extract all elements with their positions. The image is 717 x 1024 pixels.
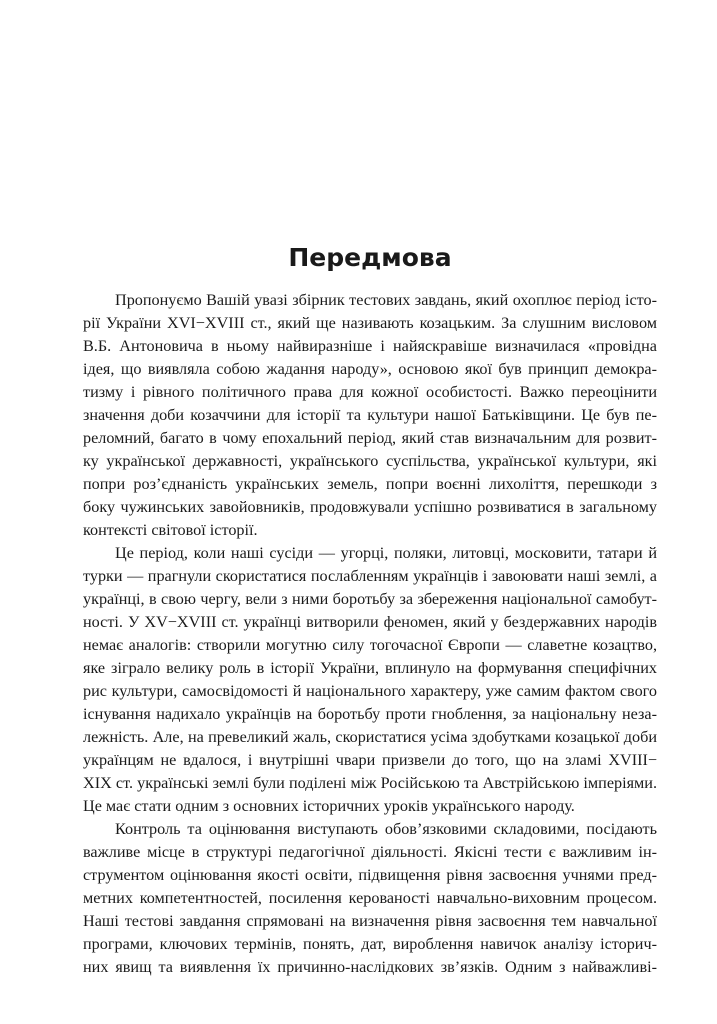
text-line: Пропонуємо Вашій увазі збірник тестових завдань, який охоплює період істо- bbox=[115, 291, 657, 309]
text-line: Це має стати одним з основних історичних уроків українського народу. bbox=[83, 797, 575, 815]
text-line: боку чужинських завойовників, продовжували успішно розвиватися в загальному bbox=[83, 498, 657, 516]
text-line: ку української державності, українського суспільства, української культури, які bbox=[83, 452, 657, 470]
text-line: програми, ключових термінів, понять, дат, вироблення навичок аналізу історич- bbox=[83, 935, 657, 953]
text-line: турки — прагнули скористатися послабленням українців і завоювати наші землі, а bbox=[83, 567, 657, 585]
text-line: яке зіграло велику роль в історії України, вплинуло на формування специфічних bbox=[83, 659, 657, 677]
body-text bbox=[83, 289, 657, 979]
text-line: лежність. Але, на превеликий жаль, скористатися усіма здобутками козацької доби bbox=[83, 728, 657, 746]
text-line: струментом оцінювання якості освіти, підвищення рівня засвоєння учнями пред- bbox=[83, 866, 657, 884]
text-line: Контроль та оцінювання виступають обов’язковими складовими, посідають bbox=[115, 820, 657, 838]
text-line: тизму і рівного політичного права для кожної особистості. Важко переоцінити bbox=[83, 383, 657, 401]
text-line: українцям не вдалося, і внутрішні чвари призвели до того, що на зламі XVIII− bbox=[83, 751, 657, 769]
text-line: існування надихало українців на боротьбу проти гноблення, за національну неза- bbox=[83, 705, 657, 723]
text-line: ідея, що виявляла собою жадання народу», основою якої був принцип демокра- bbox=[83, 360, 657, 378]
text-line: немає аналогів: створили могутню силу тогочасної Європи — славетне козацтво, bbox=[83, 636, 657, 654]
text-line: попри роз’єднаність українських земель, попри воєнні лихоліття, перешкоди з bbox=[83, 475, 657, 493]
text-line: Це період, коли наші сусіди — угорці, поляки, литовці, московити, татари й bbox=[115, 544, 657, 562]
text-line: них явищ та виявлення їх причинно-наслідкових зв’язків. Одним з найважливі- bbox=[83, 958, 657, 976]
text-line: XIX ст. українські землі були поділені між Російською та Австрійською імперіями. bbox=[83, 774, 657, 792]
text-line: Наші тестові завдання спрямовані на визначення рівня засвоєння тем навчальної bbox=[83, 912, 657, 930]
text-line: важливе місце в структурі педагогічної діяльності. Якісні тести є важливим ін- bbox=[83, 843, 657, 861]
text-line: значення доби козаччини для історії та культури нашої Батьківщини. Це був пе- bbox=[83, 406, 657, 424]
text-line: метних компетентностей, посилення керованості навчально-виховним процесом. bbox=[83, 889, 657, 907]
text-line: ності. У XV−XVIII ст. українці витворили феномен, який у бездержавних народів bbox=[83, 613, 657, 631]
text-line: реломний, багато в чому епохальний період, який став визначальним для розвит- bbox=[83, 429, 657, 447]
text-line: рис культури, самосвідомості й національного характеру, уже самим фактом свого bbox=[83, 682, 657, 700]
text-line: рії України XVI−XVIII ст., який ще називають козацьким. За слушним висловом bbox=[83, 314, 657, 332]
page-title: Передмова bbox=[288, 243, 452, 272]
text-line: В.Б. Антоновича в ньому найвиразніше і найяскравіше визначилася «провідна bbox=[83, 337, 657, 355]
text-line: контексті світової історії. bbox=[83, 521, 258, 539]
text-line: українці, в свою чергу, вели з ними боротьбу за збереження національної самобут- bbox=[83, 590, 657, 608]
